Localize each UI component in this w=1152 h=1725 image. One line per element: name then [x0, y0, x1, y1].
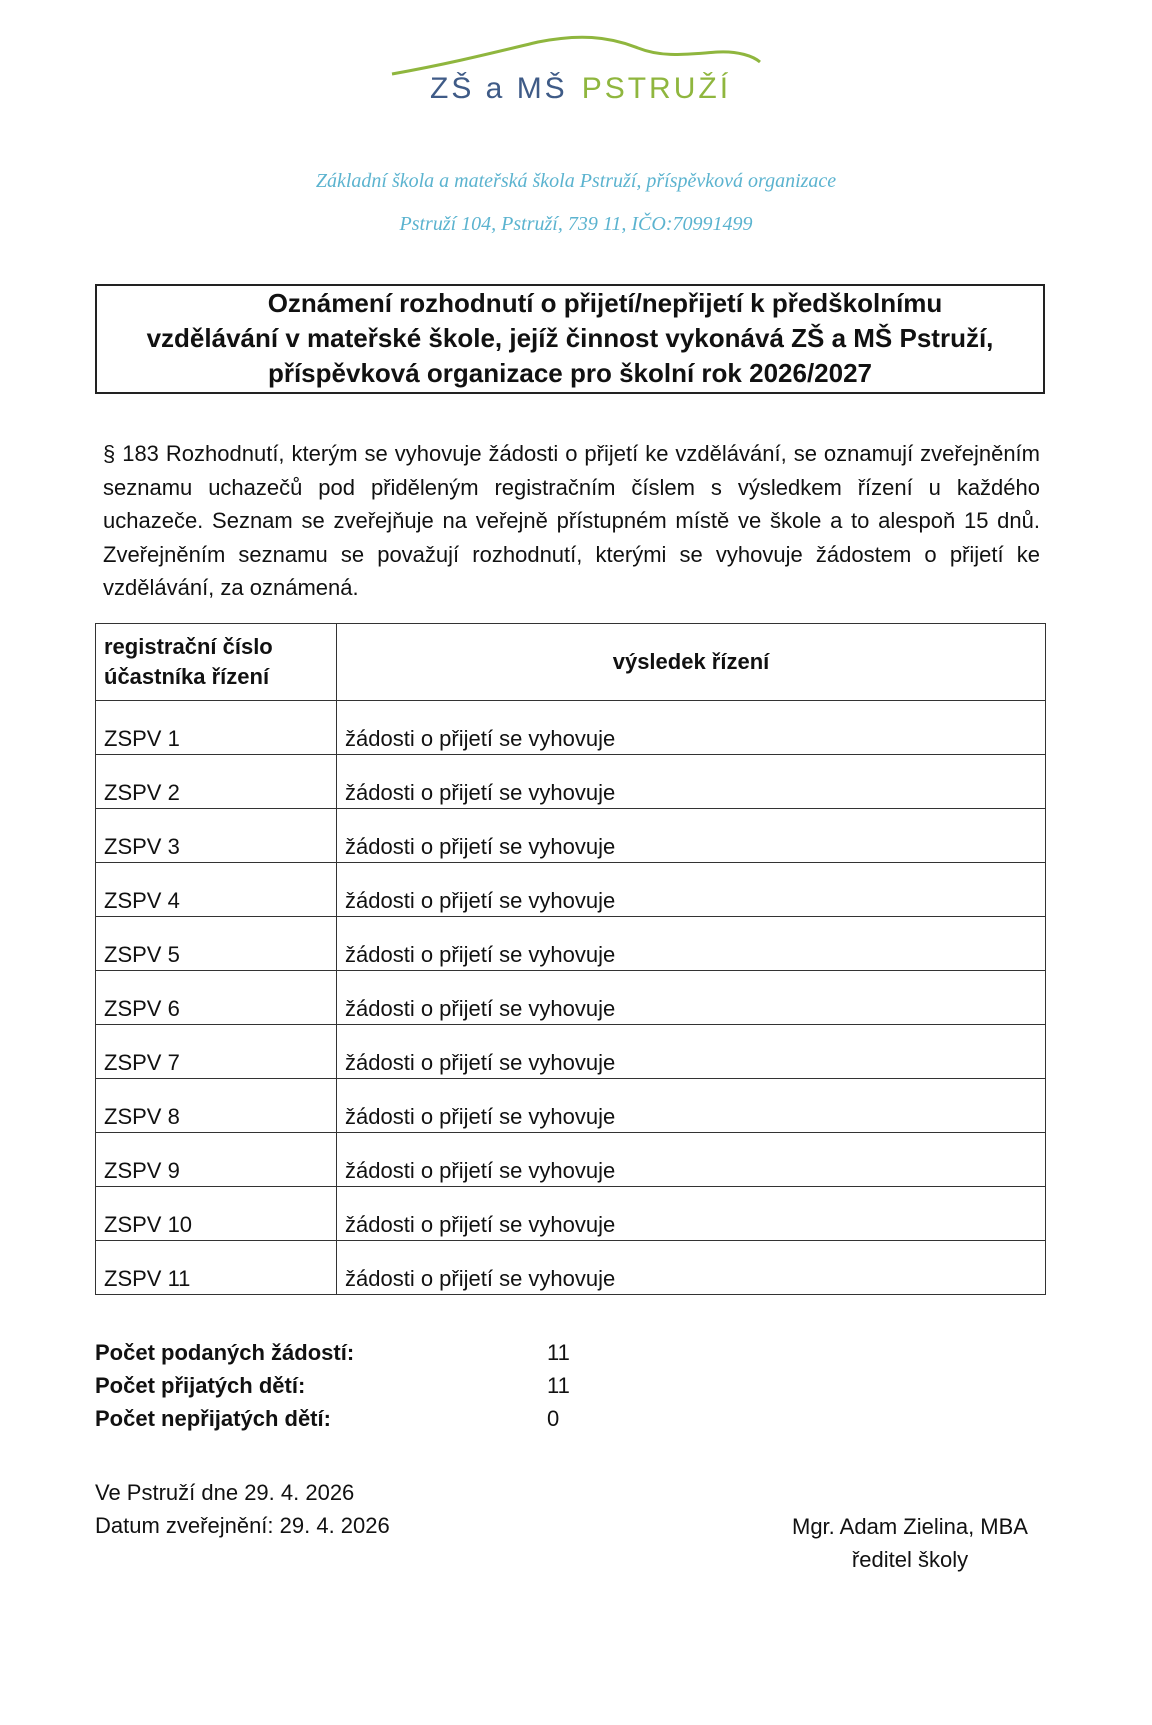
stat-value: 0 [547, 1406, 560, 1431]
publish-date-line: Datum zveřejnění: 29. 4. 2026 [95, 1513, 390, 1538]
stat-submitted [95, 1340, 570, 1373]
stat-value: 11 [547, 1340, 570, 1365]
row-result: žádosti o přijetí se vyhovuje [337, 701, 1046, 755]
table-row [96, 971, 1046, 1025]
school-name-line: Základní škola a mateřská škola Pstruží, příspěvková organizace [315, 170, 837, 192]
row-result: žádosti o přijetí se vyhovuje [337, 1133, 1046, 1187]
header-registration-number [96, 624, 337, 701]
title-line-3: příspěvková organizace pro školní rok 2026/2027 [267, 358, 873, 388]
signer-role: ředitel školy [851, 1547, 969, 1572]
row-id: ZSPV 11 [96, 1241, 337, 1295]
row-result: žádosti o přijetí se vyhovuje [337, 863, 1046, 917]
title-line-1: Oznámení rozhodnutí o přijetí/nepřijetí k předškolnímu [267, 288, 943, 318]
place-date-line: Ve Pstruží dne 29. 4. 2026 [95, 1480, 355, 1505]
header-reg-line-1: registrační číslo [104, 634, 273, 659]
school-logo [388, 32, 768, 112]
place-and-date [95, 1476, 390, 1542]
row-id: ZSPV 5 [96, 917, 337, 971]
row-result: žádosti o přijetí se vyhovuje [337, 1187, 1046, 1241]
table-header-row [96, 624, 1046, 701]
table-row [96, 701, 1046, 755]
row-id: ZSPV 6 [96, 971, 337, 1025]
stat-label: Počet nepřijatých dětí: [95, 1406, 331, 1431]
row-id: ZSPV 7 [96, 1025, 337, 1079]
table-row [96, 1079, 1046, 1133]
stat-accepted [95, 1373, 570, 1406]
signature-block [760, 1510, 1060, 1576]
signer-name: Mgr. Adam Zielina, MBA [792, 1514, 1028, 1539]
table-row [96, 917, 1046, 971]
header-result: výsledek řízení [337, 624, 1046, 701]
row-id: ZSPV 4 [96, 863, 337, 917]
row-id: ZSPV 2 [96, 755, 337, 809]
stat-label: Počet podaných žádostí: [95, 1340, 355, 1365]
logo-text-zs: ZŠ a MŠ [430, 72, 568, 105]
intro-paragraph: § 183 Rozhodnutí, kterým se vyhovuje žádosti o přijetí ke vzdělávání, se oznamují zveřejněním seznamu uchazečů pod přiděleným registračním číslem s výsledkem řízení u každého uchazeče. Seznam se zveřejňuje na veřejně přístupném místě ve škole a to alespoň 15 dnů. Zveřejněním seznamu se považují rozhodnutí, kterými se vyhovuje žádostem o přijetí ke vzdělávání, za oznámená. [103, 441, 1040, 600]
row-id: ZSPV 3 [96, 809, 337, 863]
table-row [96, 1187, 1046, 1241]
logo-text [430, 72, 731, 106]
results-table [95, 623, 1046, 1295]
row-result: žádosti o přijetí se vyhovuje [337, 917, 1046, 971]
header-reg-line-2: účastníka řízení [104, 664, 270, 689]
table-row [96, 755, 1046, 809]
row-result: žádosti o přijetí se vyhovuje [337, 1241, 1046, 1295]
row-id: ZSPV 1 [96, 701, 337, 755]
table-row [96, 863, 1046, 917]
row-result: žádosti o přijetí se vyhovuje [337, 809, 1046, 863]
row-result: žádosti o přijetí se vyhovuje [337, 971, 1046, 1025]
row-id: ZSPV 10 [96, 1187, 337, 1241]
stat-value: 11 [547, 1373, 570, 1398]
row-id: ZSPV 8 [96, 1079, 337, 1133]
school-address-line: Pstruží 104, Pstruží, 739 11, IČO:70991499 [399, 213, 753, 235]
table-row [96, 1241, 1046, 1295]
table-row [96, 1133, 1046, 1187]
statistics-block [95, 1340, 570, 1439]
stat-label: Počet přijatých dětí: [95, 1373, 306, 1398]
title-line-2: vzdělávání v mateřské škole, jejíž činnost vykonává ZŠ a MŠ Pstruží, [146, 323, 994, 353]
row-result: žádosti o přijetí se vyhovuje [337, 755, 1046, 809]
logo-text-pstruzi: PSTRUŽÍ [581, 72, 732, 105]
table-row [96, 1025, 1046, 1079]
stat-rejected [95, 1406, 570, 1439]
row-result: žádosti o přijetí se vyhovuje [337, 1025, 1046, 1079]
table-row [96, 809, 1046, 863]
row-result: žádosti o přijetí se vyhovuje [337, 1079, 1046, 1133]
document-title [95, 284, 1045, 394]
row-id: ZSPV 9 [96, 1133, 337, 1187]
